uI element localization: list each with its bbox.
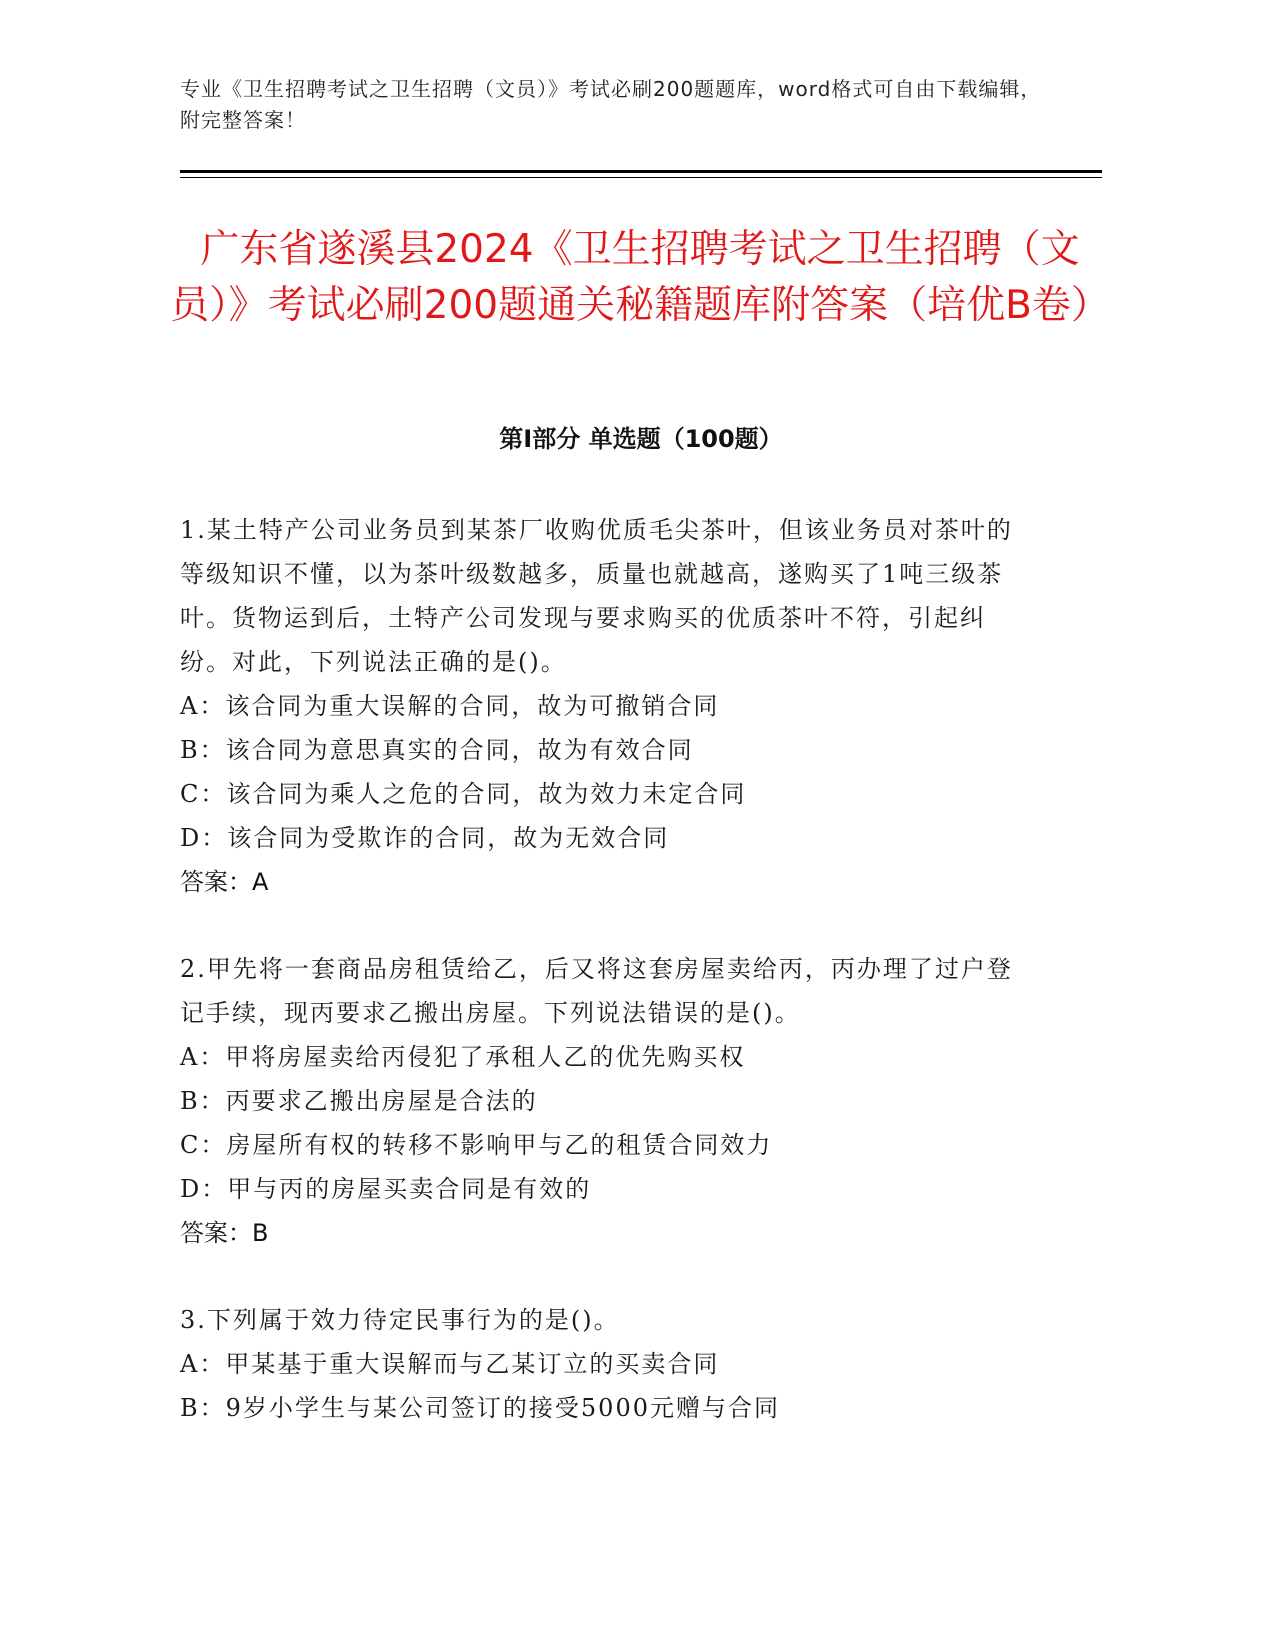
question-answer: 答案：A (180, 868, 269, 896)
question-option-b: B：该合同为意思真实的合同，故为有效合同 (180, 736, 694, 764)
question-item (180, 1298, 1020, 1430)
question-option-c: C：该合同为乘人之危的合同，故为效力未定合同 (180, 780, 747, 808)
question-list (180, 508, 1020, 1473)
header-divider-thin (180, 177, 1102, 178)
question-stem: 2.甲先将一套商品房租赁给乙，后又将这套房屋卖给丙，丙办理了过户登记手续，现丙要求乙搬出房屋。下列说法错误的是()。 (180, 955, 1013, 1027)
question-stem: 1.某土特产公司业务员到某茶厂收购优质毛尖茶叶，但该业务员对茶叶的等级知识不懂，以为茶叶级数越多，质量也就越高，遂购买了1吨三级茶叶。货物运到后，土特产公司发现与要求购买的优质茶叶不符，引起纠纷。对此，下列说法正确的是()。 (180, 516, 1013, 676)
question-option-b: B：丙要求乙搬出房屋是合法的 (180, 1087, 538, 1115)
question-option-d: D：甲与丙的房屋买卖合同是有效的 (180, 1175, 592, 1203)
question-option-a: A：甲将房屋卖给丙侵犯了承租人乙的优先购买权 (180, 1043, 746, 1071)
question-item (180, 508, 1020, 904)
question-option-a: A：该合同为重大误解的合同，故为可撤销合同 (180, 692, 720, 720)
question-option-c: C：房屋所有权的转移不影响甲与乙的租赁合同效力 (180, 1131, 773, 1159)
question-item (180, 947, 1020, 1255)
question-option-a: A：甲某基于重大误解而与乙某订立的买卖合同 (180, 1350, 720, 1378)
question-option-b: B：9岁小学生与某公司签订的接受5000元赠与合同 (180, 1394, 780, 1422)
document-title: 广东省遂溪县2024《卫生招聘考试之卫生招聘（文员）》考试必刷200题通关秘籍题库附答案（培优B卷） (170, 227, 1110, 328)
header-note: 专业《卫生招聘考试之卫生招聘（文员）》考试必刷200题题库，word格式可自由下载编辑，附完整答案！ (180, 77, 1042, 132)
section-title: 第I部分 单选题（100题） (499, 425, 783, 453)
question-answer: 答案：B (180, 1219, 269, 1247)
question-option-d: D：该合同为受欺诈的合同，故为无效合同 (180, 824, 670, 852)
question-stem: 3.下列属于效力待定民事行为的是()。 (180, 1306, 620, 1334)
header-divider-thick (180, 170, 1102, 173)
